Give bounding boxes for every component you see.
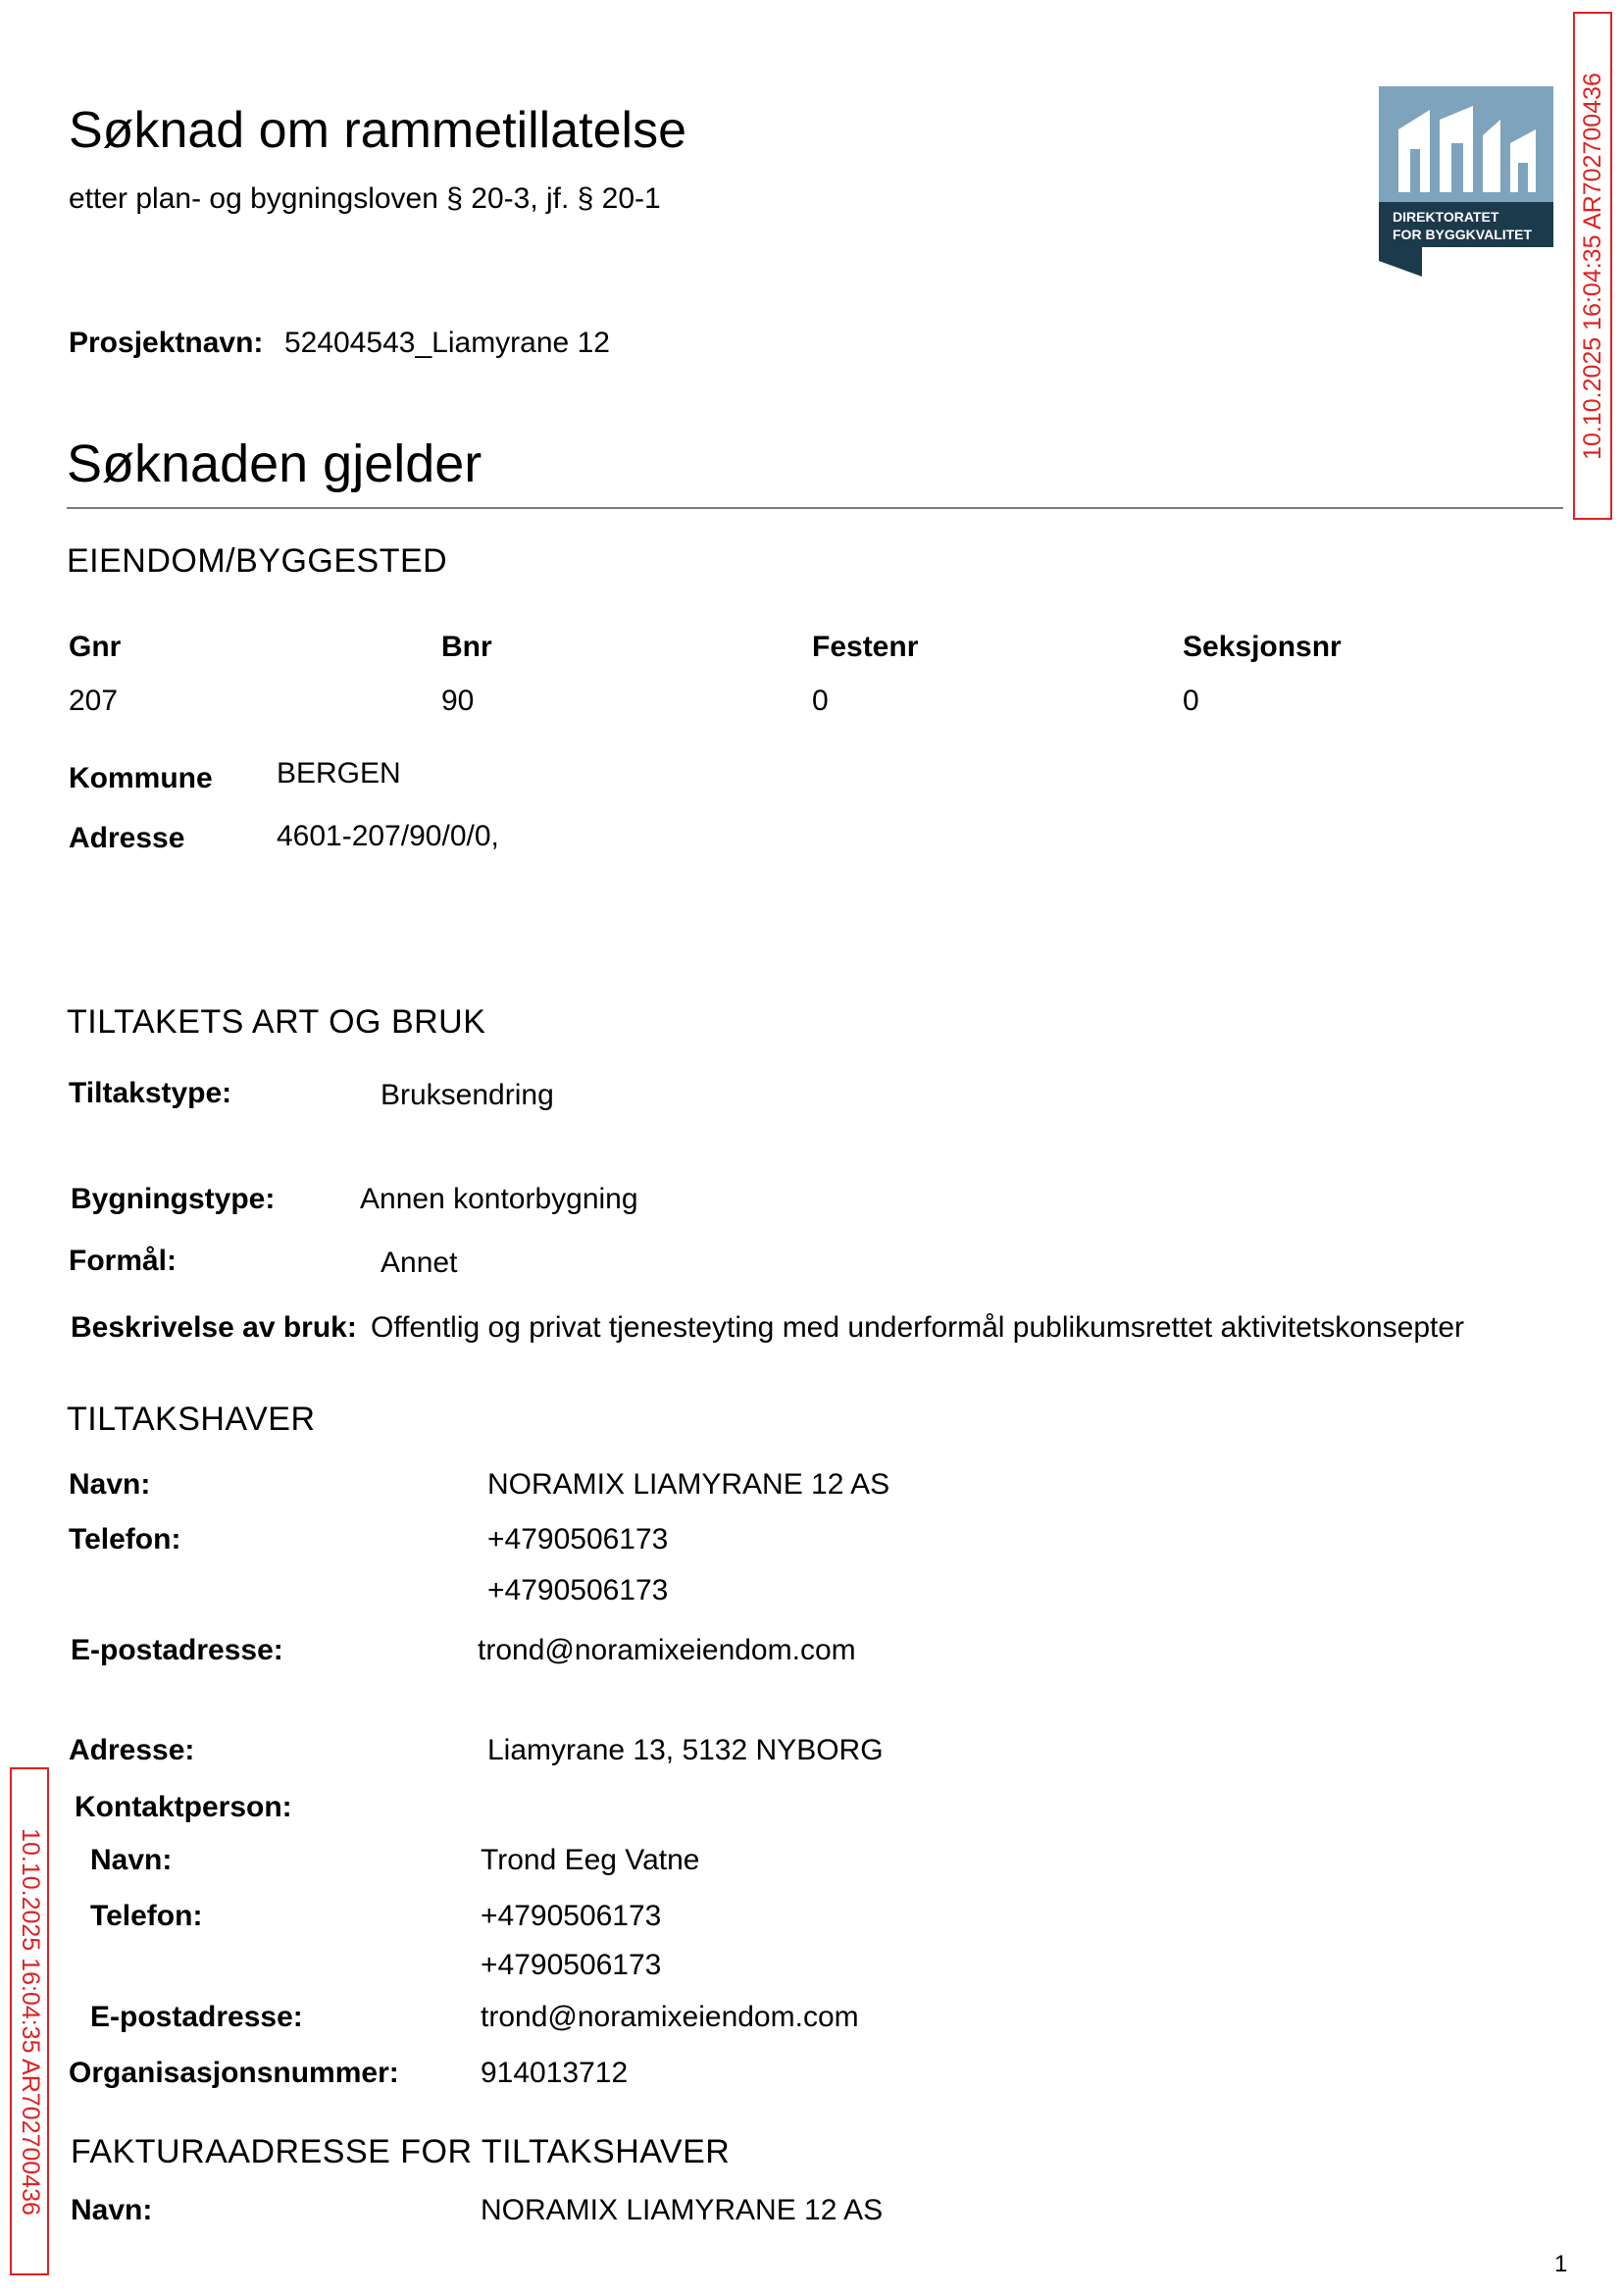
- kontakt-navn-value: Trond Eeg Vatne: [481, 1844, 700, 1876]
- kontakt-telefon-1: +4790506173: [481, 1900, 662, 1932]
- section-heading: Søknaden gjelder: [67, 434, 482, 493]
- formal-label: Formål:: [69, 1245, 178, 1277]
- kontakt-navn-label: Navn:: [90, 1844, 173, 1876]
- logo-text-line2: FOR BYGGKVALITET: [1393, 227, 1533, 242]
- tiltakstype-value: Bruksendring: [381, 1079, 554, 1111]
- document-title: Søknad om rammetillatelse: [69, 102, 686, 159]
- tiltakshaver-telefon-2: +4790506173: [487, 1574, 669, 1606]
- festenr-value: 0: [812, 685, 829, 717]
- gnr-label: Gnr: [69, 631, 122, 663]
- formal-value: Annet: [381, 1247, 458, 1279]
- adresse-label: Adresse: [69, 822, 185, 854]
- kommune-value: BERGEN: [277, 757, 401, 790]
- kommune-label: Kommune: [69, 762, 213, 794]
- stamp-text: 10.10.2025 16:04:35 AR702700436: [16, 1827, 44, 2216]
- tiltakshaver-adresse-label: Adresse:: [69, 1734, 195, 1766]
- tiltakshaver-navn-value: NORAMIX LIAMYRANE 12 AS: [487, 1468, 890, 1501]
- timestamp-stamp-top: [1573, 12, 1612, 520]
- kontaktperson-label: Kontaktperson:: [75, 1791, 292, 1823]
- beskrivelse-label: Beskrivelse av bruk:: [71, 1311, 357, 1344]
- project-value: 52404543_Liamyrane 12: [284, 327, 610, 359]
- faktura-navn-value: NORAMIX LIAMYRANE 12 AS: [481, 2194, 884, 2226]
- dibk-logo-graphic: [1379, 86, 1553, 277]
- page-number: 1: [1554, 2251, 1568, 2277]
- seksjonsnr-label: Seksjonsnr: [1183, 631, 1342, 663]
- tiltakshaver-telefon-label: Telefon:: [69, 1523, 181, 1555]
- stamp-text: 10.10.2025 16:04:35 AR702700436: [1578, 72, 1606, 460]
- logo-text-line1: DIREKTORATET: [1393, 209, 1499, 225]
- property-heading: EIENDOM/BYGGESTED: [67, 542, 448, 580]
- kontakt-epost-value: trond@noramixeiendom.com: [481, 2001, 859, 2033]
- tiltakshaver-telefon-1: +4790506173: [487, 1523, 669, 1555]
- tiltakshaver-heading: TILTAKSHAVER: [67, 1401, 316, 1438]
- tiltakshaver-navn-label: Navn:: [69, 1468, 151, 1501]
- faktura-navn-label: Navn:: [71, 2194, 153, 2226]
- kontakt-telefon-2: +4790506173: [481, 1949, 662, 1981]
- bygningstype-value: Annen kontorbygning: [360, 1183, 638, 1215]
- tiltakshaver-epost-label: E-postadresse:: [71, 1634, 283, 1666]
- bnr-value: 90: [441, 685, 475, 717]
- dibk-logo: [1379, 86, 1553, 277]
- tiltakstype-label: Tiltakstype:: [69, 1077, 232, 1109]
- tiltakshaver-epost-value: trond@noramixeiendom.com: [478, 1634, 856, 1666]
- orgnr-label: Organisasjonsnummer:: [69, 2057, 399, 2089]
- timestamp-stamp-bottom: [10, 1767, 49, 2275]
- kontakt-telefon-label: Telefon:: [90, 1900, 203, 1932]
- seksjonsnr-value: 0: [1183, 685, 1199, 717]
- orgnr-value: 914013712: [481, 2057, 629, 2089]
- bygningstype-label: Bygningstype:: [71, 1183, 276, 1215]
- adresse-value: 4601-207/90/0/0,: [277, 820, 499, 852]
- festenr-label: Festenr: [812, 631, 919, 663]
- project-label: Prosjektnavn:: [69, 327, 264, 359]
- bnr-label: Bnr: [441, 631, 492, 663]
- beskrivelse-value: Offentlig og privat tjenesteyting med underformål publikumsrettet aktivitetskonsepter: [371, 1311, 1465, 1344]
- document-subtitle: etter plan- og bygningsloven § 20-3, jf. § 20-1: [69, 182, 661, 215]
- tiltakshaver-adresse-value: Liamyrane 13, 5132 NYBORG: [487, 1734, 884, 1766]
- faktura-heading: FAKTURAADRESSE FOR TILTAKSHAVER: [71, 2133, 731, 2170]
- gnr-value: 207: [69, 685, 119, 717]
- kontakt-epost-label: E-postadresse:: [90, 2001, 303, 2033]
- tiltak-heading: TILTAKETS ART OG BRUK: [67, 1003, 486, 1041]
- section-divider: [67, 507, 1563, 509]
